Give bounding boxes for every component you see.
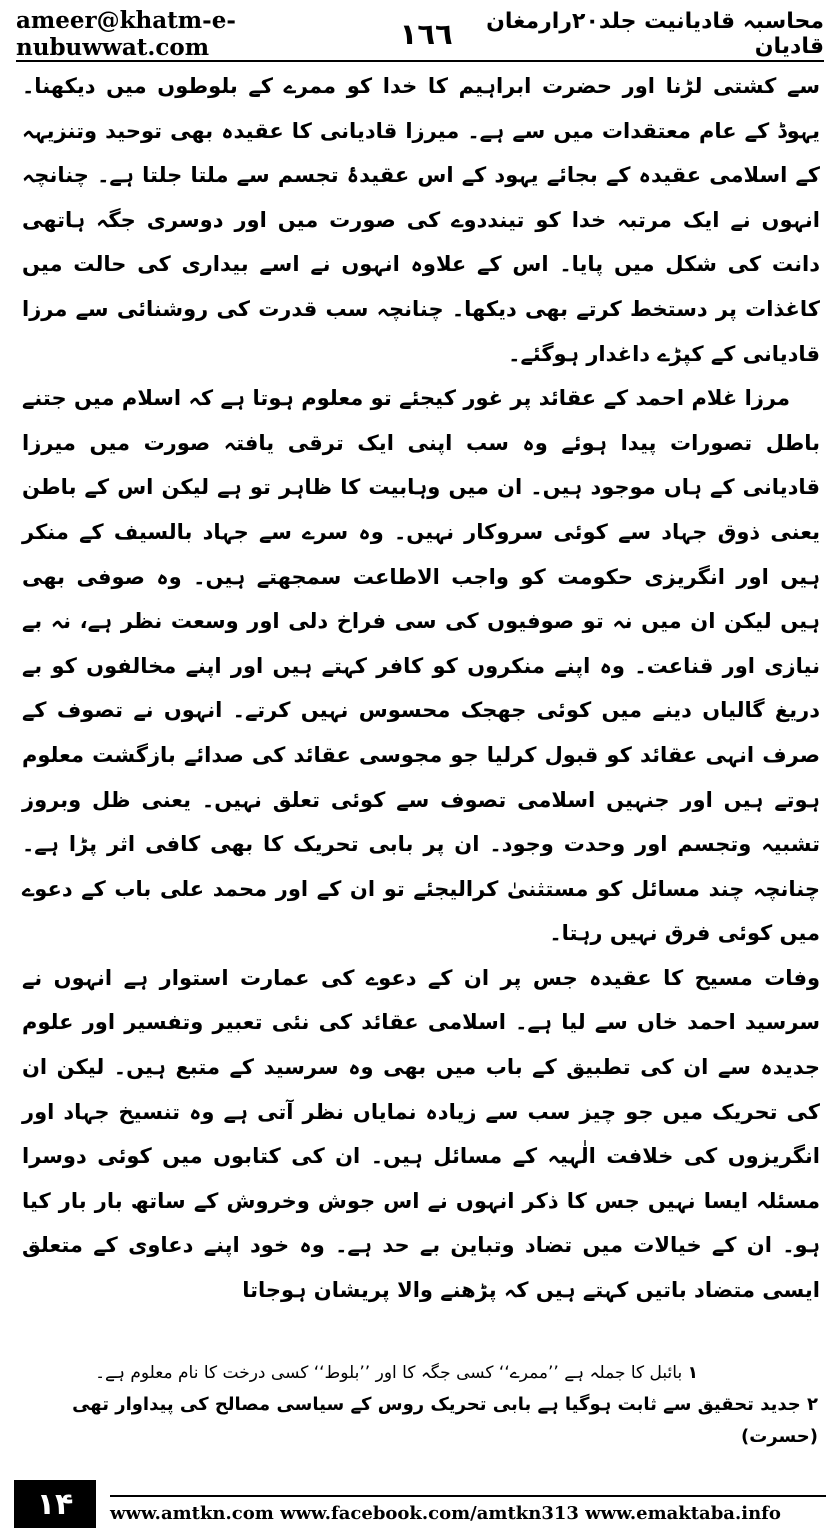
footnote-1 (24, 1357, 818, 1389)
footer-links (96, 1480, 826, 1528)
paragraph-3: وفات مسیح کا عقیدہ جس پر ان کے دعوے کی عمارت استوار ہے انہوں نے سرسید احمد خاں سے لیا ہے۔ اسلامی عقائد کی نئی تعبیر وتفسیر اور علوم جدیدہ سے ان کی تطبیق کے باب میں بھی وہ سرسید کے متبع ہیں۔ لیکن ان کی تحریک میں جو چیز سب سے زیادہ نمایاں نظر آتی ہے وہ تنسیخ جہاد اور انگریزوں کی خلافت الٰہیہ کے مسائل ہیں۔ ان کی کتابوں میں کوئی دوسرا مسئلہ ایسا نہیں جس کا ذکر انہوں نے اس جوش وخروش کے ساتھ بار بار کیا ہو۔ ان کے خیالات میں تضاد وتباین بے حد ہے۔ وہ خود اپنے دعاوی کے متعلق ایسی متضاد باتیں کہتے ہیں کہ پڑھنے والا پریشان ہوجاتا (22, 965, 820, 1303)
footer-divider (110, 1495, 826, 1497)
footer-urls: www.amtkn.com www.facebook.com/amtkn313 www.emaktaba.info (110, 1503, 781, 1524)
header-page-number: ١٦٦ (399, 17, 453, 51)
paragraph-2: مرزا غلام احمد کے عقائد پر غور کیجئے تو معلوم ہوتا ہے کہ اسلام میں جتنے باطل تصورات پیدا ہوئے وہ سب اپنی ایک ترقی یافتہ صورت میں میرزا قادیانی کے ہاں موجود ہیں۔ ان میں وہابیت کا ظاہر تو ہے لیکن اس کے باطن یعنی ذوق جہاد سے کوئی سروکار نہیں۔ وہ سرے سے جہاد بالسیف کے منکر ہیں اور انگریزی حکومت کو واجب الاطاعت سمجھتے ہیں۔ وہ صوفی بھی ہیں لیکن ان میں نہ تو صوفیوں کی سی فراخ دلی اور وسعت نظر ہے، نہ بے نیازی اور قناعت۔ وہ اپنے منکروں کو کافر کہتے ہیں اور اپنے مخالفوں کو بے دریغ گالیاں دینے میں کوئی جھجک محسوس نہیں کرتے۔ انہوں نے تصوف کے صرف انہی عقائد کو قبول کرلیا جو مجوسی عقائد کی صدائے بازگشت معلوم ہوتے ہیں اور جنہیں اسلامی تصوف سے کوئی تعلق نہیں۔ یعنی ظل وبروز تشبیہ وتجسم اور وحدت وجود۔ ان پر بابی تحریک کا بھی کافی اثر پڑا ہے۔ چنانچہ چند مسائل کو مستثنیٰ کرالیجئے تو ان کے اور محمد علی باب کے دعوے میں کوئی فرق نہیں رہتا۔ (22, 386, 820, 946)
page-header (16, 7, 824, 61)
footnote-2 (24, 1389, 818, 1453)
footnotes (24, 1357, 818, 1453)
footnote-2-text: جدید تحقیق سے ثابت ہوگیا ہے بابی تحریک روس کے سیاسی مصالح کی پیداوار تھی (حسرت) (72, 1394, 818, 1447)
footnote-1-number: ۱ (687, 1363, 698, 1383)
main-text (22, 64, 820, 1313)
header-left-group (16, 7, 453, 61)
footnote-1-text: بائبل کا جملہ ہے ’’ممرے‘‘ کسی جگہ کا اور ’’بلوط‘‘ کسی درخت کا نام معلوم ہے۔ (95, 1363, 683, 1383)
page-footer (14, 1480, 826, 1528)
footer-page-number: ۱۴ (14, 1480, 96, 1528)
header-email: ameer@khatm-e-nubuwwat.com (16, 7, 236, 61)
footnote-2-number: ۲ (807, 1394, 818, 1415)
running-title: محاسبہ قادیانیت جلد۲۰رارمغان قادیان (486, 9, 824, 59)
header-divider (16, 60, 824, 62)
paragraph-1: سے کشتی لڑنا اور حضرت ابراہیم کا خدا کو ممرے کے بلوطوں میں دیکھنا۔ یہوڈ کے عام معتقدات میں سے ہے۔ میرزا قادیانی کا عقیدہ بھی توحید وتنزیہہ کے اسلامی عقیدہ کے بجائے یہود کے اس عقیدۂ تجسم سے ملتا جلتا ہے۔ چنانچہ انہوں نے ایک مرتبہ خدا کو تینددوے کی صورت میں اور دوسری جگہ ہاتھی دانت کی شکل میں پایا۔ اس کے علاوہ انہوں نے اسے بیداری کی حالت میں کاغذات پر دستخط کرتے بھی دیکھا۔ چنانچہ سب قدرت کی روشنائی سے مرزا قادیانی کے کپڑے داغدار ہوگئے۔ (22, 74, 820, 366)
